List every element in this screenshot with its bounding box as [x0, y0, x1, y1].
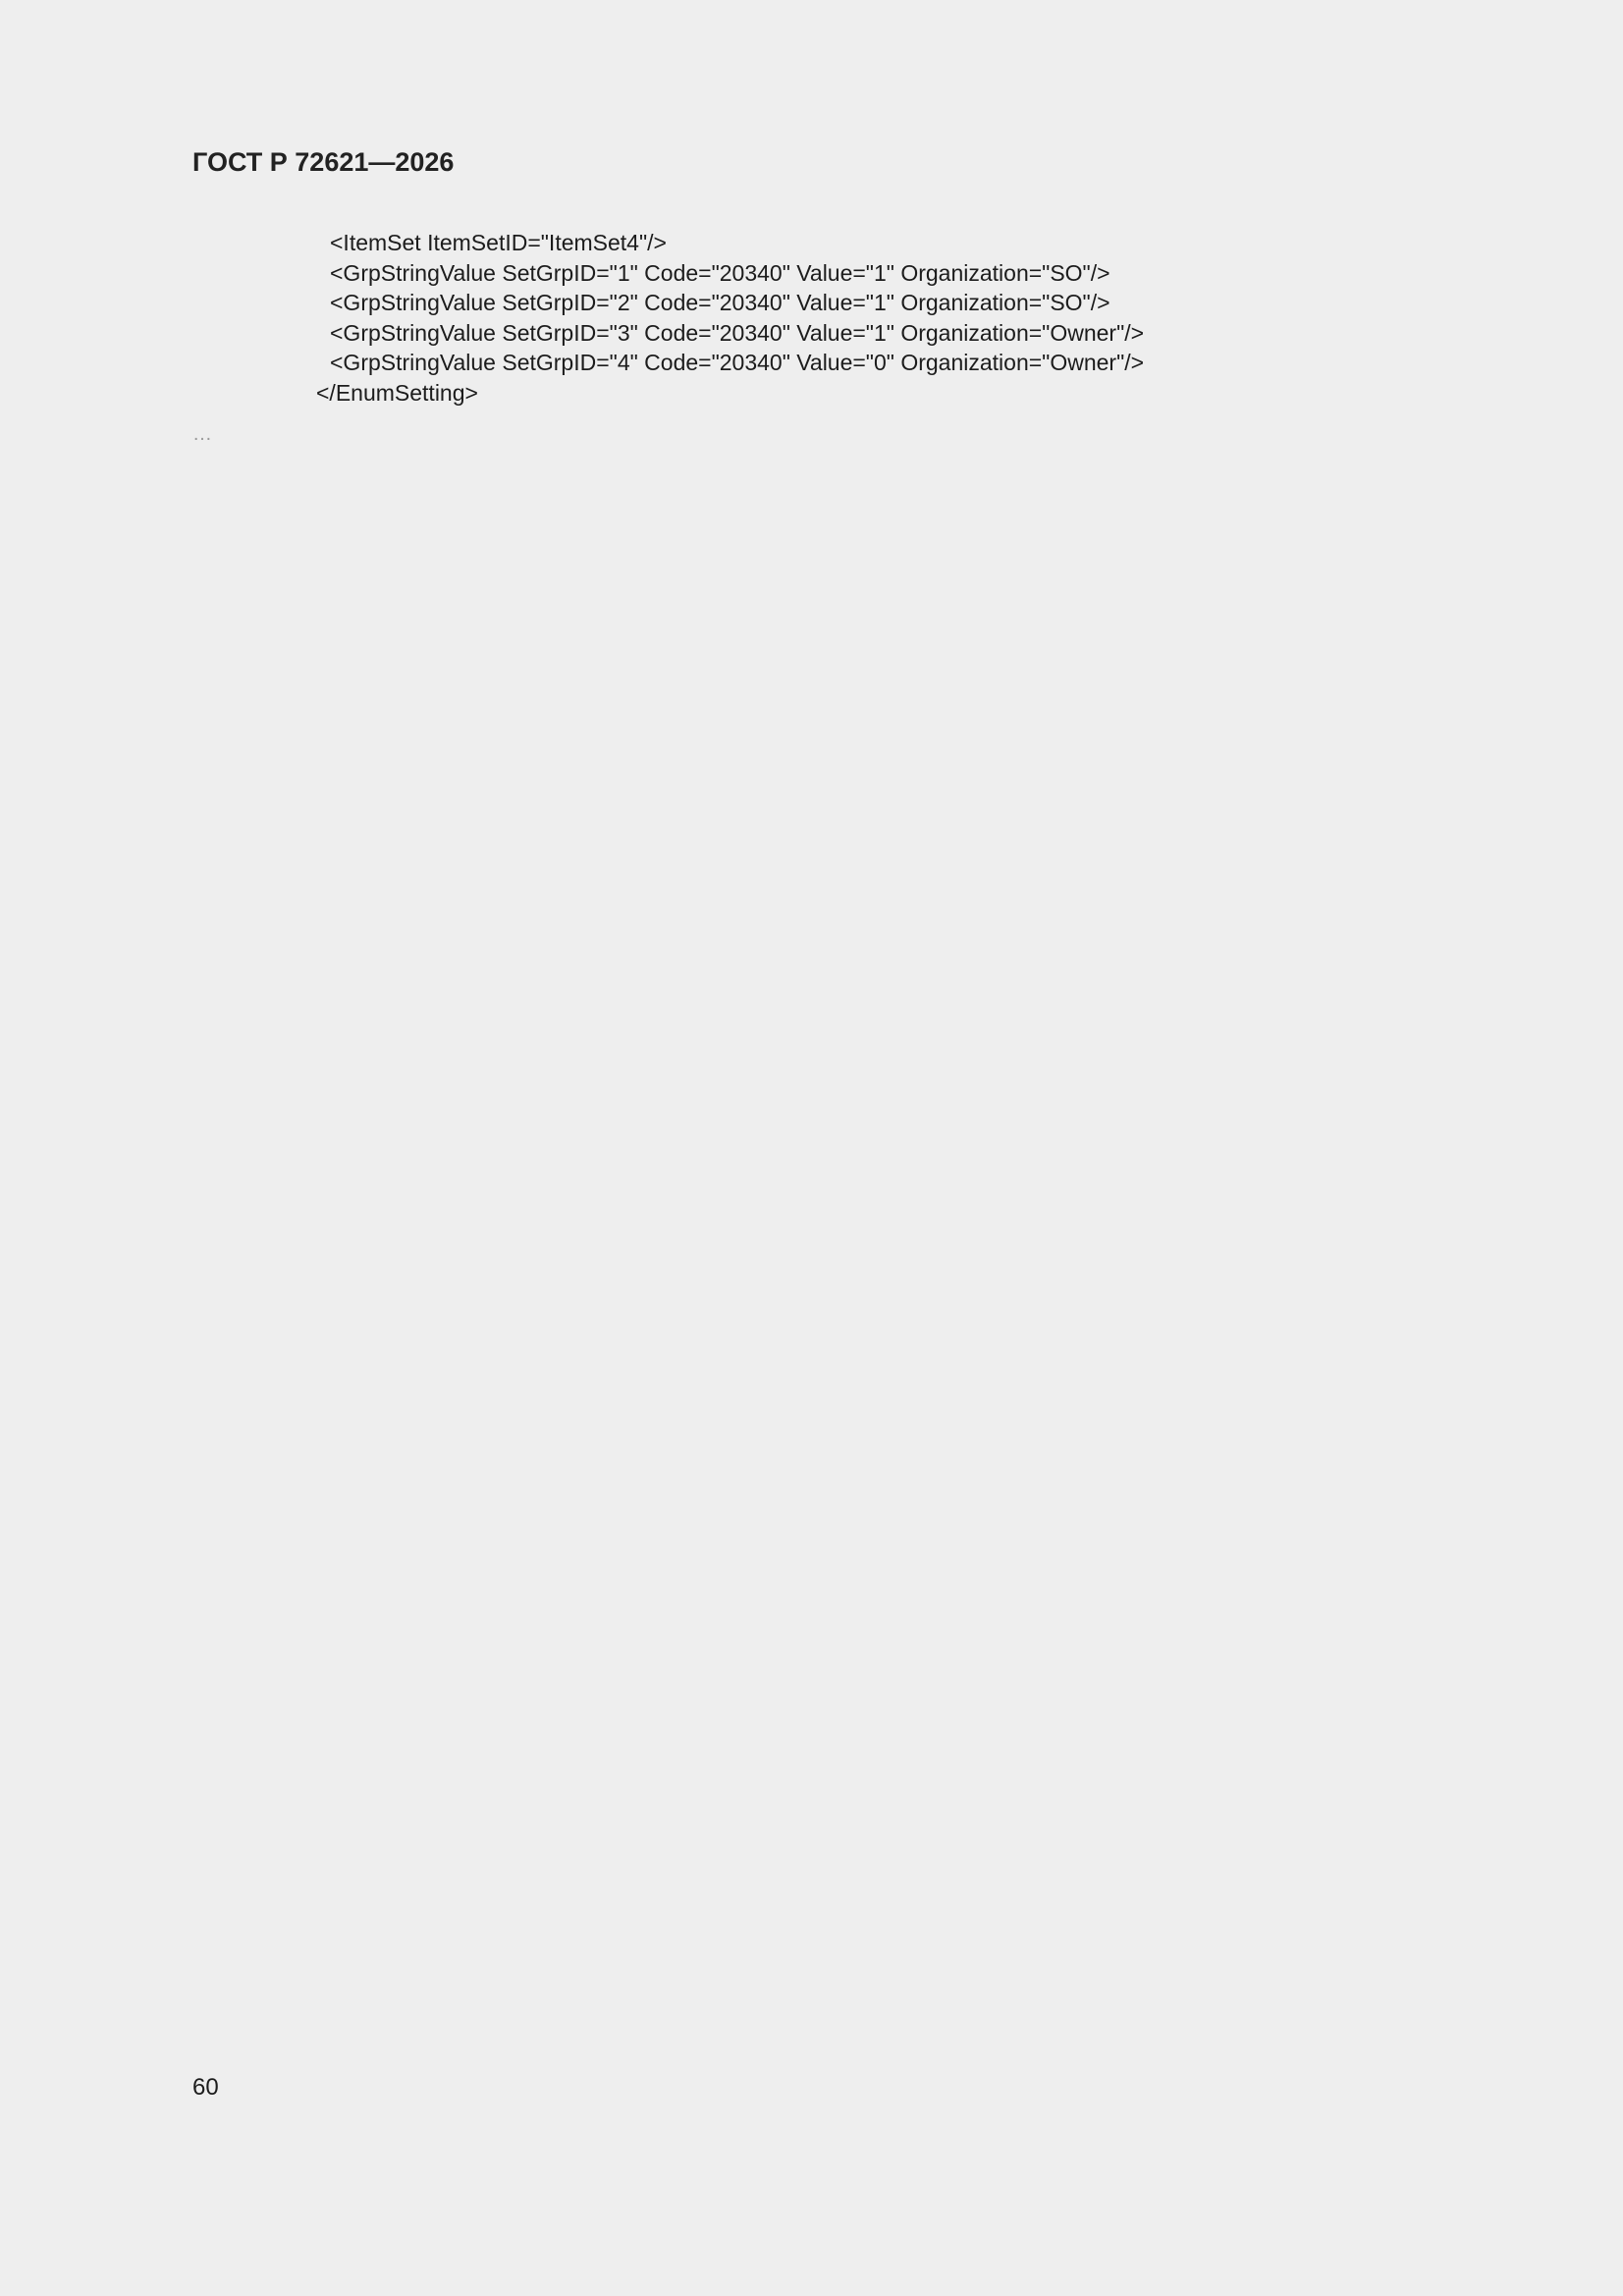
code-line: <GrpStringValue SetGrpID="2" Code="20340" Value="1" Organization="SO"/>	[330, 290, 1110, 315]
code-line: <GrpStringValue SetGrpID="4" Code="20340" Value="0" Organization="Owner"/>	[330, 350, 1145, 375]
document-body	[192, 228, 1510, 450]
code-line: <ItemSet ItemSetID="ItemSet4"/>	[330, 230, 667, 255]
code-line: </EnumSetting>	[316, 379, 478, 406]
document-header: ГОСТ Р 72621—2026	[192, 147, 455, 177]
page-number: 60	[192, 2074, 219, 2101]
code-line: <GrpStringValue SetGrpID="3" Code="20340" Value="1" Organization="Owner"/>	[330, 319, 1145, 346]
omitted-content-note: …	[192, 423, 212, 445]
code-line: <GrpStringValue SetGrpID="1" Code="20340" Value="1" Organization="SO"/>	[330, 259, 1110, 286]
